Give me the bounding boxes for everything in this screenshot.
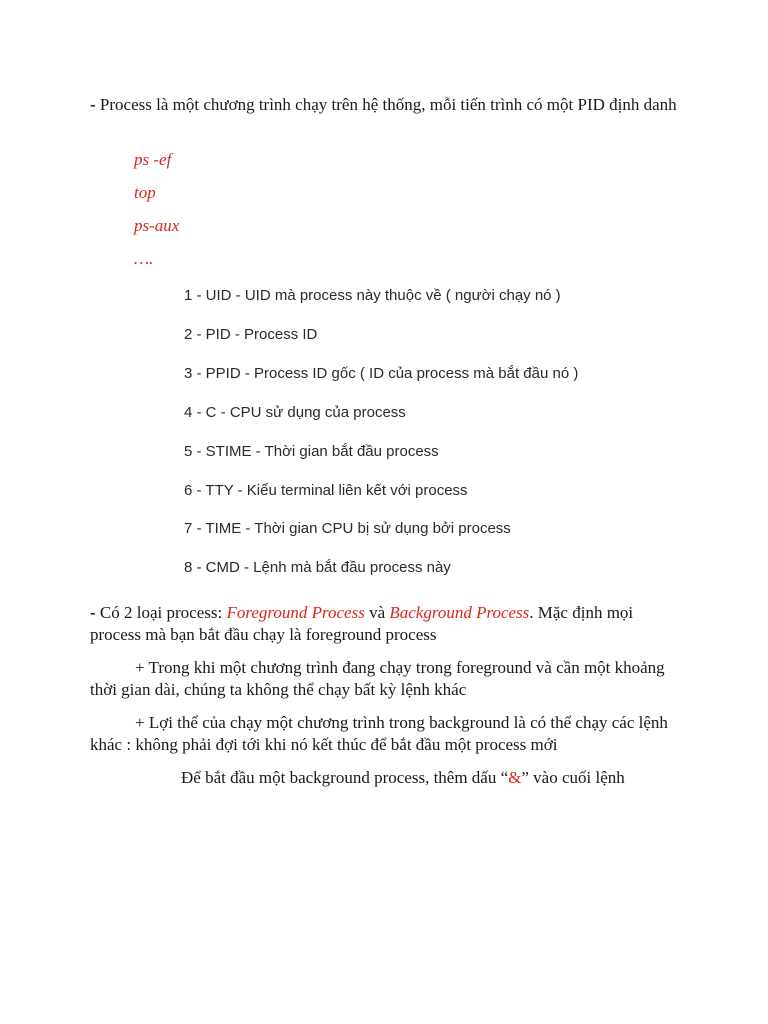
field-c: 4 - C - CPU sử dụng của process (184, 404, 406, 421)
command-ps-aux: ps-aux (134, 216, 180, 235)
foreground-process-term: Foreground Process (226, 603, 365, 622)
field-pid: 2 - PID - Process ID (184, 326, 318, 343)
field-ppid: 3 - PPID - Process ID gốc ( ID của process mà bắt đầu nó ) (184, 365, 579, 382)
command-ellipsis: …. (134, 249, 154, 268)
field-tty: 6 - TTY - Kiểu terminal liên kết với process (184, 482, 468, 499)
process-types-paragraph (90, 602, 680, 646)
intro-paragraph (90, 94, 680, 116)
field-cmd: 8 - CMD - Lệnh mà bắt đầu process này (184, 559, 451, 576)
types-prefix: Có 2 loại process: (95, 603, 227, 622)
field-stime: 5 - STIME - Thời gian bắt đầu process (184, 443, 439, 460)
command-ps-ef: ps -ef (134, 150, 172, 169)
field-time: 7 - TIME - Thời gian CPU bị sử dụng bởi process (184, 520, 511, 537)
foreground-point: + Trong khi một chương trình đang chạy trong foreground và cần một khoảng thời gian dài, chúng ta không thể chạy bất kỳ lệnh khác (90, 658, 665, 699)
background-note (181, 767, 625, 789)
field-uid: 1 - UID - UID mà process này thuộc về ( người chạy nó ) (184, 287, 561, 304)
types-suffix: . Mặc định mọi process mà bạn bắt đầu chạy là foreground process (90, 603, 634, 644)
ampersand-symbol: & (508, 768, 522, 787)
types-and: và (364, 603, 390, 622)
types-bullet: - (90, 603, 96, 622)
intro-bullet: - (90, 95, 96, 114)
note-prefix: Để bắt đầu một background process, thêm dấu “ (181, 768, 509, 787)
note-suffix: ” vào cuối lệnh (521, 768, 625, 787)
command-top: top (134, 183, 156, 202)
background-process-term: Background Process (389, 603, 530, 622)
background-point: + Lợi thế của chạy một chương trình trong background là có thể chạy các lệnh khác : không phải đợi tới khi nó kết thúc để bắt đầu một process mới (90, 713, 668, 754)
intro-text: Process là một chương trình chạy trên hệ thống, mỗi tiến trình có một PID định danh (95, 95, 677, 114)
